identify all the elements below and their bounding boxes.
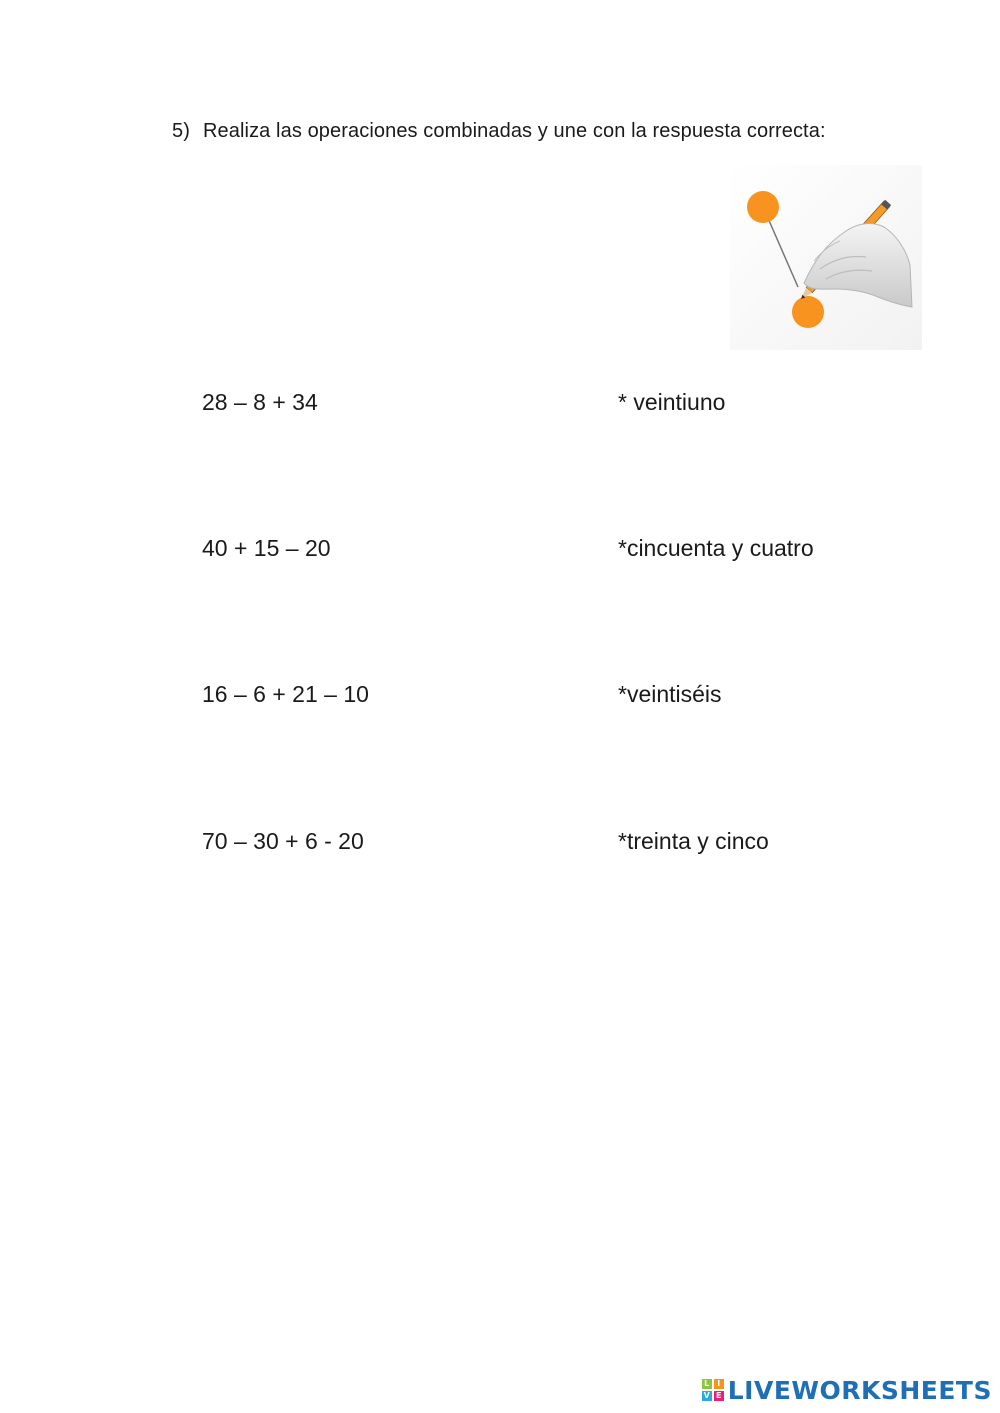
instruction: [172, 120, 826, 143]
expression-1: 28 – 8 + 34: [202, 389, 318, 415]
expression-4: 70 – 30 + 6 - 20: [202, 828, 364, 854]
expression-2: 40 + 15 – 20: [202, 535, 331, 561]
liveworksheets-mark-icon: L I V E: [702, 1379, 724, 1401]
answer-1[interactable]: * veintiuno: [618, 389, 726, 415]
hand-drawing-line-icon: [730, 165, 922, 350]
answer-4[interactable]: *treinta y cinco: [618, 828, 769, 854]
answer-3[interactable]: *veintiséis: [618, 681, 722, 707]
liveworksheets-logo: [702, 1375, 992, 1405]
answer-2[interactable]: *cincuenta y cuatro: [618, 535, 814, 561]
expression-3: 16 – 6 + 21 – 10: [202, 681, 369, 707]
instruction-text: Realiza las operaciones combinadas y une con la respuesta correcta:: [203, 120, 826, 142]
question-number: 5): [172, 120, 190, 142]
brand-name: LIVEWORKSHEETS: [727, 1375, 992, 1405]
